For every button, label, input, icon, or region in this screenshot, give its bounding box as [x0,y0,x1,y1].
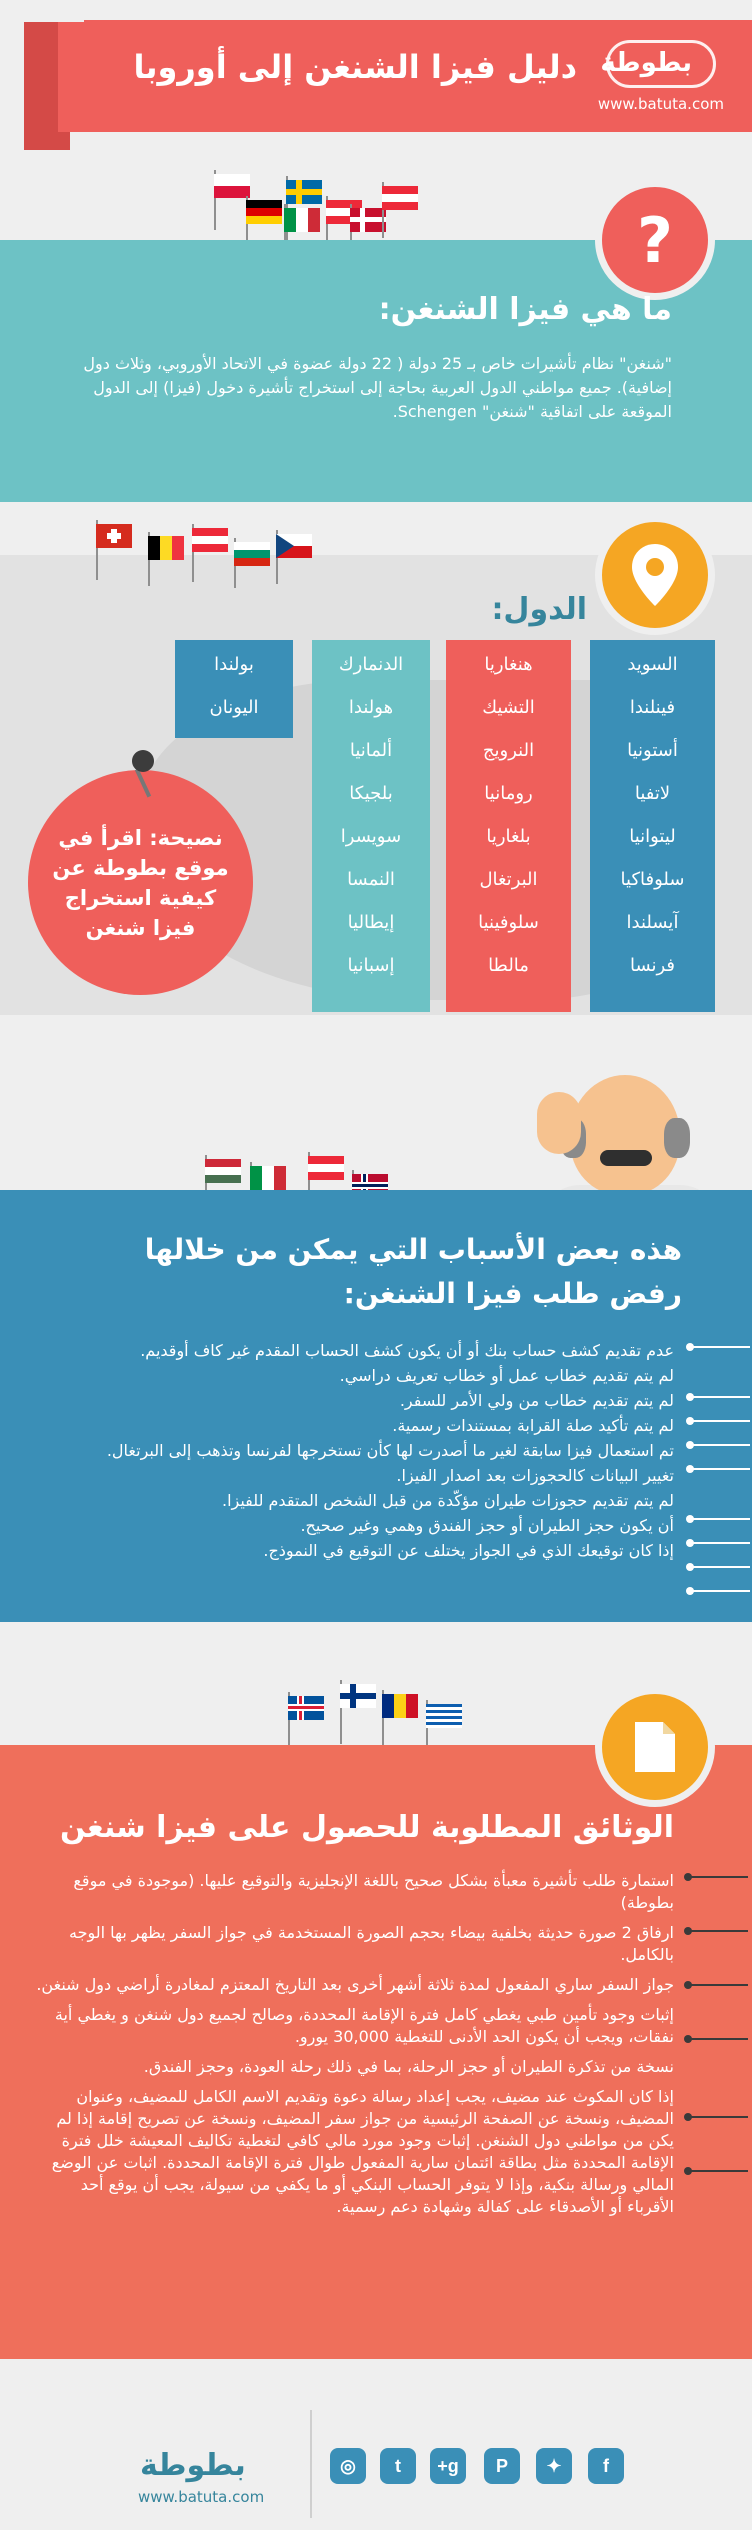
flag-iceland-icon [288,1696,324,1720]
brand-url[interactable]: www.batuta.com [597,95,724,113]
flag-czech-icon [276,534,312,558]
tumblr-glyph: t [395,2455,401,2476]
country-item: ألمانيا [349,740,393,761]
bullet-icon [690,1346,750,1348]
flag-germany-icon [246,200,282,224]
list-item: عدم تقديم كشف حساب بنك أو أن يكون كشف الحساب المقدم غير كاف أوقديم. [140,1341,674,1360]
country-item: التشيك [482,697,535,718]
country-item: الدنمارك [338,654,404,675]
map-pin-icon [595,515,715,635]
country-item: أستونيا [627,740,678,761]
countries-column-4 [175,640,293,738]
country-item: ليتوانيا [629,826,676,847]
header-ribbon-notch [22,0,84,22]
google-plus-glyph: g+ [437,2455,459,2476]
list-item: جواز السفر ساري المفعول لمدة ثلاثة أشهر أخرى بعد التاريخ المعتزم لمغادرة أراضي دول شنغن. [36,1975,674,1994]
footer-url[interactable]: www.batuta.com [138,2488,265,2506]
list-item: لم يتم تقديم حجوزات طيران مؤكّدة من قبل الشخص المتقدم للفيزا. [221,1491,674,1510]
flag-romania-icon [382,1694,418,1718]
bullet-icon [690,1420,750,1422]
flag-poland-icon [214,174,250,198]
list-item: لم يتم تقديم خطاب عمل أو خطاب تعريف دراسي. [339,1366,674,1385]
country-item: بلجيكا [349,783,393,804]
section1-body: "شنغن" نظام تأشيرات خاص بـ 25 دولة ( 22 دولة عضوة في الاتحاد الأوروبي، وثلاث دول إضافية). جميع مواطني الدول العربية بحاجة إلى استخراج تأشيرة دخول (فيزا) إلى الدول الموقعة على اتفاقية "شنغن" Schengen. [83,354,672,421]
list-item: ارفاق 2 صورة حديثة بخلفية بيضاء بحجم الصورة المستخدمة في جواز السفر يظهر بها الوجه بالكامل. [69,1923,674,1964]
question-mark-icon [595,180,715,300]
country-item: سلوفاكيا [620,869,685,890]
section1-heading: ما هي فيزا الشنغن: [378,292,672,327]
facebook-glyph: f [603,2455,609,2476]
flag-italy-icon [284,208,320,232]
document-icon [595,1687,715,1807]
man-mustache [600,1150,652,1166]
required-documents-heading: الوثائق المطلوبة للحصول على فيزا شنغن [60,1810,674,1845]
bullet-icon [688,1930,748,1932]
map-pin-icon [630,542,680,608]
flag-austria-icon [308,1156,344,1180]
page-title: دليل فيزا الشنغن إلى أوروبا [133,48,577,86]
tip-bubble[interactable] [28,770,253,995]
flag-sweden-icon [286,180,322,204]
country-item: فرنسا [629,955,676,976]
list-item: استمارة طلب تأشيرة معبأة بشكل صحيح باللغة الإنجليزية والتوقيع عليها. (موجودة في موقع بطوطة) [73,1871,674,1912]
document-icon [633,1720,677,1774]
country-item: اليونان [209,697,259,718]
countries-heading: الدول: [491,592,587,627]
pinterest-glyph: P [496,2455,509,2476]
pinterest-icon[interactable] [484,2448,520,2484]
flag-italy-icon [250,1166,286,1190]
man-raised-hand [537,1092,581,1154]
flag-greece-icon [426,1704,462,1728]
list-item: أن يكون حجز الطيران أو حجز الفندق وهمي وغير صحيح. [300,1516,674,1535]
bullet-icon [688,2170,748,2172]
tip-text: نصيحة: اقرأ في موقع بطوطة عن كيفية استخراج فيزا شنغن [52,825,229,940]
man-hair [664,1118,690,1158]
footer-brand-logo[interactable]: بطوطة [140,2448,246,2483]
bullet-icon [690,1590,750,1592]
bullet-icon [688,2116,748,2118]
country-item: لاتفيا [634,783,671,804]
country-item: آيسلندا [626,912,679,933]
bullet-icon [690,1542,750,1544]
country-item: النرويج [482,740,535,761]
country-item: بلغاريا [486,826,531,847]
rejection-reasons-list [34,1340,674,1565]
list-item: إذا كان توقيعك الذي في الجواز يختلف عن التوقيع في النموذج. [263,1541,674,1560]
rejection-reasons-heading: هذه بعض الأسباب التي يمكن من خلالها رفض طلب فيزا الشنغن: [144,1233,682,1310]
bullet-icon [690,1518,750,1520]
country-item: سلوفينيا [478,912,539,933]
flag-denmark-icon [350,208,386,232]
footer [0,2400,752,2530]
list-item: تم استعمال فيزا سابقة لغير ما أصدرت لها كأن تستخرجها لفرنسا وتذهب إلى البرتغال. [106,1441,674,1460]
instagram-icon[interactable] [330,2448,366,2484]
footer-divider [310,2410,312,2518]
country-item: مالطا [488,955,529,976]
tumblr-icon[interactable] [380,2448,416,2484]
country-item: إسبانيا [347,955,395,976]
flag-bulgaria-icon [234,542,270,566]
country-item: إيطاليا [347,912,395,933]
bullet-icon [690,1396,750,1398]
countries-column-3 [312,640,430,1012]
bullet-icon [688,2038,748,2040]
list-item: إثبات وجود تأمين طبي يغطي كامل فترة الإقامة المحددة، وصالح لجميع دول شنغن و يغطي أية نفقات، ويجب أن يكون الحد الأدنى للتغطية 30,000 يورو. [54,2005,674,2046]
list-item: نسخة من تذكرة الطيران أو حجز الرحلة، بما في ذلك رحلة العودة، وحجز الفندق. [143,2057,674,2076]
question-glyph: ? [637,203,673,277]
country-item: السويد [627,654,678,675]
flag-latvia-icon [382,186,418,210]
country-item: هولندا [348,697,394,718]
country-item: هنغاريا [484,654,533,675]
country-item: النمسا [347,869,395,890]
country-item: فينلندا [629,697,676,718]
bullet-icon [690,1468,750,1470]
bullet-icon [690,1444,750,1446]
flag-finland-icon [340,1684,376,1708]
google-plus-icon[interactable] [430,2448,466,2484]
twitter-glyph: ✦ [546,2455,562,2476]
country-item: رومانيا [484,783,533,804]
facebook-icon[interactable] [588,2448,624,2484]
pushpin-icon [132,750,154,772]
countries-column-1 [590,640,715,1012]
list-item: تغيير البيانات كالحجوزات بعد اصدار الفيزا. [396,1466,674,1485]
flag-switzerland-icon [96,524,132,548]
list-item: إذا كان المكوث عند مضيف، يجب إعداد رسالة دعوة وتقديم الاسم الكامل للمضيف، وعنوان المضيف، ونسخة عن الصفحة الرئيسية من جواز سفر المضيف، ونسخة عن تصريح إقامة إذا لم يكن من مواطني دول الشنغن. إثبات وجود مورد مالي كافي لتغطية تكاليف المعيشة خلل فترة الإقامة المحددة مثل بطاقة ائتمان سارية المفعول طوال فترة الإقامة المحددة. اثبات عن الوضع المالي ورسالة بنكية، وإذا لا يتوفر الحساب البنكي أو ما يكفي من سيولة، يجب أن يوقع أحد الأقرباء أو الأصدقاء على كفالة وشهادة دعم رسمية. [51,2087,674,2216]
list-item: لم يتم تقديم خطاب من ولي الأمر للسفر. [399,1391,674,1410]
bullet-icon [688,1876,748,1878]
instagram-glyph: ◎ [340,2455,356,2476]
country-item: البرتغال [479,869,538,890]
flag-belgium-icon [148,536,184,560]
bullet-icon [690,1566,750,1568]
flag-austria-icon [192,528,228,552]
country-item: سويسرا [340,826,402,847]
flag-hungary-icon [205,1159,241,1183]
bullet-icon [688,1984,748,1986]
list-item: لم يتم تأكيد صلة القرابة بمستندات رسمية. [392,1416,674,1435]
required-documents-list [34,1870,674,2226]
country-item: بولندا [214,654,254,675]
countries-column-2 [446,640,571,1012]
brand-logo-text[interactable]: بطوطة [600,48,692,78]
twitter-icon[interactable] [536,2448,572,2484]
